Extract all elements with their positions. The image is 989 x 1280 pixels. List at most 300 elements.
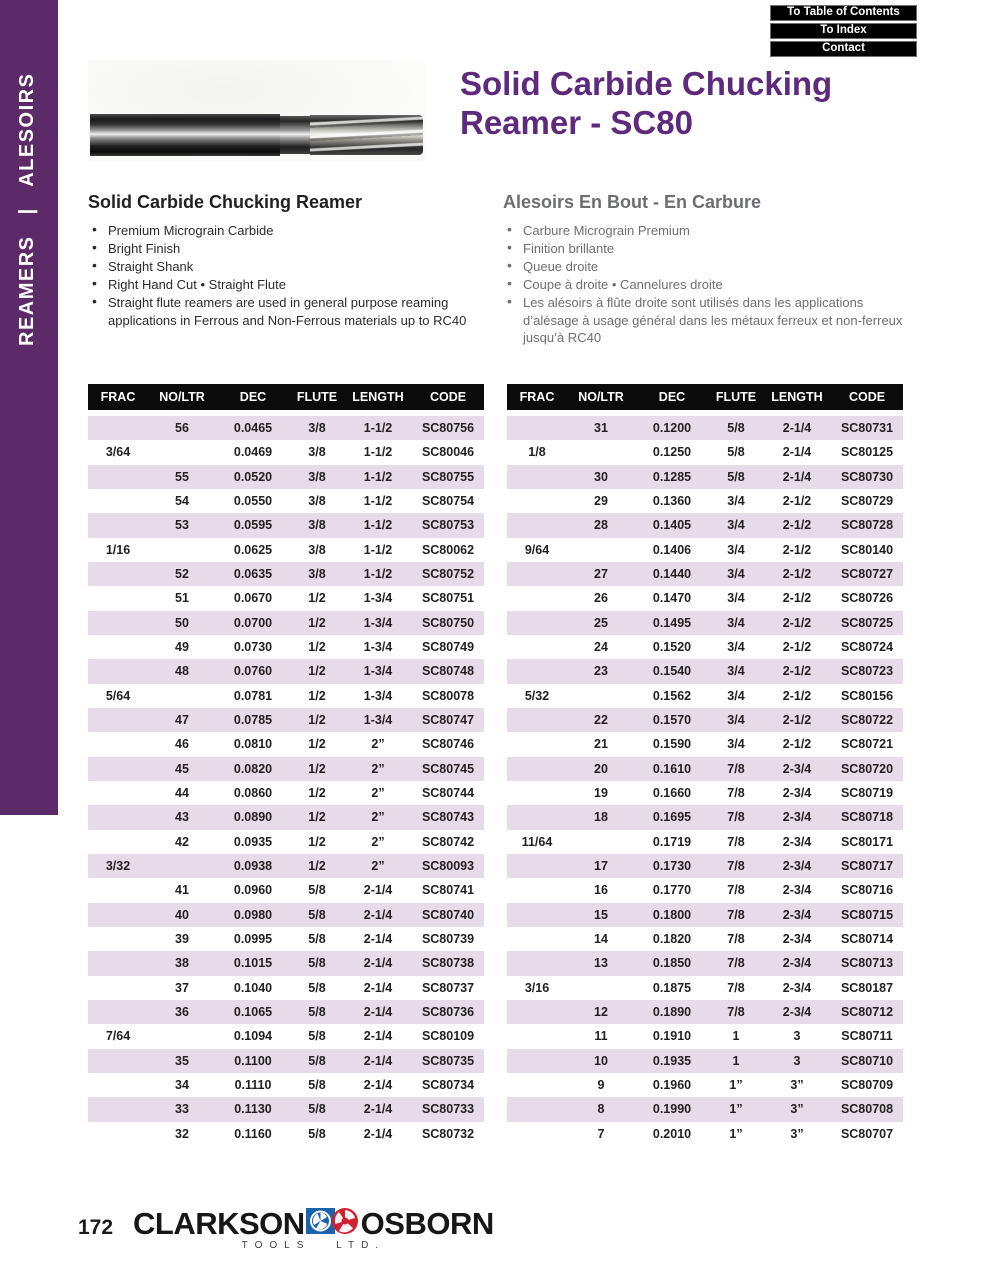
table-cell: 1/2 [290, 635, 344, 659]
table-cell [88, 586, 148, 610]
table-row [507, 611, 903, 635]
table-cell: SC80711 [831, 1024, 903, 1048]
table-cell: 3/4 [709, 586, 763, 610]
table-cell: 37 [148, 976, 216, 1000]
table-cell: 0.1065 [216, 1000, 290, 1024]
table-cell [88, 830, 148, 854]
table-cell: 2-1/2 [763, 611, 831, 635]
table-cell: SC80707 [831, 1122, 903, 1146]
table-row [507, 1097, 903, 1121]
table-cell: 7/8 [709, 757, 763, 781]
table-cell: 2-3/4 [763, 951, 831, 975]
table-row [88, 903, 484, 927]
table-cell: 2-1/2 [763, 684, 831, 708]
column-header-flute: FLUTE [290, 384, 344, 413]
table-cell: 2-1/2 [763, 562, 831, 586]
table-cell: SC80718 [831, 805, 903, 829]
table-cell [88, 878, 148, 902]
table-cell [507, 1024, 567, 1048]
table-cell: 2” [344, 732, 412, 756]
table-cell [507, 659, 567, 683]
table-cell: 2-1/4 [763, 465, 831, 489]
table-cell [88, 805, 148, 829]
column-header-dec: DEC [216, 384, 290, 413]
table-cell: SC80740 [412, 903, 484, 927]
table-cell [88, 413, 148, 440]
table-cell: SC80739 [412, 927, 484, 951]
table-cell: 5/8 [709, 465, 763, 489]
table-cell: 3/4 [709, 538, 763, 562]
table-cell [88, 465, 148, 489]
english-description [88, 192, 493, 330]
brand-logo [133, 1206, 494, 1251]
table-cell: 1/2 [290, 684, 344, 708]
table-cell [88, 1000, 148, 1024]
table-cell: 40 [148, 903, 216, 927]
table-cell: SC80737 [412, 976, 484, 1000]
table-cell: 0.1875 [635, 976, 709, 1000]
table-cell: 2-1/4 [344, 1000, 412, 1024]
table-cell: 0.1200 [635, 413, 709, 440]
table-cell: 0.1160 [216, 1122, 290, 1146]
table-cell: 34 [148, 1073, 216, 1097]
table-cell: 0.0469 [216, 440, 290, 464]
table-cell: 3/8 [290, 513, 344, 537]
table-cell: 0.1015 [216, 951, 290, 975]
bullet-item: • Right Hand Cut • Straight Flute [88, 276, 493, 294]
french-bullet-list [503, 222, 913, 347]
table-cell: 0.1719 [635, 830, 709, 854]
table-cell: 27 [567, 562, 635, 586]
table-row [507, 489, 903, 513]
table-cell: 0.1610 [635, 757, 709, 781]
table-cell: SC80731 [831, 413, 903, 440]
table-cell: 2-1/4 [344, 1122, 412, 1146]
table-cell: 0.1040 [216, 976, 290, 1000]
table-cell: 1/2 [290, 659, 344, 683]
table-cell: 1/2 [290, 757, 344, 781]
table-cell: 32 [148, 1122, 216, 1146]
column-header-length: LENGTH [763, 384, 831, 413]
table-cell: SC80187 [831, 976, 903, 1000]
table-cell [507, 1049, 567, 1073]
table-row [507, 440, 903, 464]
table-cell: 5/8 [709, 440, 763, 464]
table-cell: 3/8 [290, 413, 344, 440]
table-cell: SC80093 [412, 854, 484, 878]
bullet-item: • Premium Micrograin Carbide [88, 222, 493, 240]
table-cell [88, 757, 148, 781]
reamer-product-image [88, 60, 425, 162]
table-cell [507, 1097, 567, 1121]
table-cell: 2-1/4 [344, 878, 412, 902]
table-cell: 2-1/4 [763, 413, 831, 440]
table-cell: SC80755 [412, 465, 484, 489]
table-cell: 44 [148, 781, 216, 805]
table-cell: SC80715 [831, 903, 903, 927]
table-cell: 5/32 [507, 684, 567, 708]
table-cell: 5/8 [290, 1024, 344, 1048]
table-cell: 7 [567, 1122, 635, 1146]
table-cell: 3/8 [290, 562, 344, 586]
table-cell: 2-1/4 [344, 1097, 412, 1121]
table-cell: 0.0730 [216, 635, 290, 659]
bullet-item: • Queue droite [503, 258, 913, 276]
table-cell: 3/8 [290, 489, 344, 513]
table-cell: 0.0890 [216, 805, 290, 829]
table-cell: 16 [567, 878, 635, 902]
table-cell: 24 [567, 635, 635, 659]
table-cell: 2-3/4 [763, 757, 831, 781]
table-cell: SC80046 [412, 440, 484, 464]
table-cell: 43 [148, 805, 216, 829]
table-cell: 2-1/4 [344, 976, 412, 1000]
page-title [460, 64, 980, 142]
table-cell: 3/64 [88, 440, 148, 464]
table-cell: 5/8 [290, 927, 344, 951]
table-row [507, 708, 903, 732]
table-cell: 3/4 [709, 732, 763, 756]
table-row [507, 878, 903, 902]
table-cell: 47 [148, 708, 216, 732]
table-cell: 0.1440 [635, 562, 709, 586]
table-cell: 46 [148, 732, 216, 756]
table-cell: 0.0935 [216, 830, 290, 854]
table-cell: 1-1/2 [344, 513, 412, 537]
table-cell [507, 854, 567, 878]
table-cell: 0.0980 [216, 903, 290, 927]
table-cell [88, 976, 148, 1000]
bullet-item: • Bright Finish [88, 240, 493, 258]
table-cell: 5/8 [290, 1049, 344, 1073]
table-cell: 2-1/4 [344, 1073, 412, 1097]
table-row [88, 1122, 484, 1146]
table-row [88, 781, 484, 805]
table-row [507, 732, 903, 756]
table-cell [507, 708, 567, 732]
column-header-dec: DEC [635, 384, 709, 413]
table-cell [507, 413, 567, 440]
table-cell: 0.0465 [216, 413, 290, 440]
table-cell: 29 [567, 489, 635, 513]
table-cell: 2-1/2 [763, 513, 831, 537]
table-cell: 41 [148, 878, 216, 902]
table-cell [507, 781, 567, 805]
table-cell: SC80753 [412, 513, 484, 537]
table-cell: 3/4 [709, 489, 763, 513]
table-cell: 49 [148, 635, 216, 659]
table-cell: 0.1935 [635, 1049, 709, 1073]
table-cell: SC80713 [831, 951, 903, 975]
table-cell [88, 781, 148, 805]
table-row [88, 878, 484, 902]
table-cell [88, 903, 148, 927]
table-cell: SC80729 [831, 489, 903, 513]
table-cell: 1-1/2 [344, 562, 412, 586]
table-cell [148, 854, 216, 878]
table-cell [88, 635, 148, 659]
table-cell: 26 [567, 586, 635, 610]
table-cell: 12 [567, 1000, 635, 1024]
table-row [88, 659, 484, 683]
table-cell: 7/8 [709, 1000, 763, 1024]
table-cell: SC80719 [831, 781, 903, 805]
table-row [507, 1049, 903, 1073]
table-cell: 7/8 [709, 878, 763, 902]
table-cell: 45 [148, 757, 216, 781]
table-cell: 7/8 [709, 903, 763, 927]
table-cell: 3 [763, 1024, 831, 1048]
table-cell: SC80712 [831, 1000, 903, 1024]
table-row [507, 1073, 903, 1097]
table-cell: 33 [148, 1097, 216, 1121]
table-row [88, 489, 484, 513]
table-cell: 0.1470 [635, 586, 709, 610]
table-cell: 7/8 [709, 854, 763, 878]
table-cell: 0.0820 [216, 757, 290, 781]
table-cell: 0.1250 [635, 440, 709, 464]
table-cell: 5/8 [290, 1000, 344, 1024]
table-cell: 0.0995 [216, 927, 290, 951]
table-cell: SC80751 [412, 586, 484, 610]
table-cell: 0.0670 [216, 586, 290, 610]
table-cell: 2-1/4 [344, 951, 412, 975]
table-row [88, 562, 484, 586]
table-row [88, 1024, 484, 1048]
table-cell: 0.0781 [216, 684, 290, 708]
table-cell: SC80062 [412, 538, 484, 562]
table-row [507, 781, 903, 805]
bullet-item: • Finition brillante [503, 240, 913, 258]
table-cell: SC80720 [831, 757, 903, 781]
english-bullet-list [88, 222, 493, 329]
table-row [507, 635, 903, 659]
table-row [507, 1122, 903, 1146]
table-cell: 51 [148, 586, 216, 610]
table-row [88, 513, 484, 537]
column-header-noltr: NO/LTR [567, 384, 635, 413]
table-cell: 3/8 [290, 440, 344, 464]
table-row [88, 440, 484, 464]
table-cell: 8 [567, 1097, 635, 1121]
table-cell [88, 659, 148, 683]
table-cell: 5/8 [290, 1073, 344, 1097]
table-cell: 3/32 [88, 854, 148, 878]
table-cell: 0.1590 [635, 732, 709, 756]
table-cell: 5/64 [88, 684, 148, 708]
table-row [507, 684, 903, 708]
page-number: 172 [78, 1216, 114, 1239]
table-cell: 5/8 [290, 1122, 344, 1146]
table-cell: 0.1520 [635, 635, 709, 659]
table-row [507, 830, 903, 854]
reamer-flutes [310, 115, 423, 155]
table-cell: 55 [148, 465, 216, 489]
table-cell: 17 [567, 854, 635, 878]
table-cell: 2-3/4 [763, 903, 831, 927]
table-cell: 0.1695 [635, 805, 709, 829]
bullet-item: • Carbure Micrograin Premium [503, 222, 913, 240]
table-cell: 2-3/4 [763, 1000, 831, 1024]
left-spec-table [88, 384, 484, 1146]
table-cell [567, 440, 635, 464]
table-row [88, 586, 484, 610]
table-cell [88, 951, 148, 975]
table-row [88, 413, 484, 440]
table-cell: 20 [567, 757, 635, 781]
table-cell: 19 [567, 781, 635, 805]
table-cell: 1/16 [88, 538, 148, 562]
table-cell: 1” [709, 1097, 763, 1121]
table-cell: 1-3/4 [344, 635, 412, 659]
table-cell [507, 732, 567, 756]
table-cell: 31 [567, 413, 635, 440]
table-cell [507, 1122, 567, 1146]
table-cell: 3” [763, 1122, 831, 1146]
table-cell [148, 538, 216, 562]
table-cell: 0.1850 [635, 951, 709, 975]
bullet-item: • Straight Shank [88, 258, 493, 276]
table-cell: 3/4 [709, 659, 763, 683]
table-cell: 2-1/4 [344, 903, 412, 927]
table-cell: 9 [567, 1073, 635, 1097]
table-cell: 1-1/2 [344, 489, 412, 513]
table-cell: SC80741 [412, 878, 484, 902]
table-cell [507, 951, 567, 975]
table-cell: 0.1360 [635, 489, 709, 513]
table-cell [507, 489, 567, 513]
table-cell: SC80745 [412, 757, 484, 781]
contact-button[interactable]: Contact [770, 41, 917, 57]
to-index-button[interactable]: To Index [770, 23, 917, 39]
table-cell: 0.0700 [216, 611, 290, 635]
table-cell: 7/8 [709, 951, 763, 975]
table-cell: 2-3/4 [763, 976, 831, 1000]
table-cell: SC80744 [412, 781, 484, 805]
table-cell: 3/4 [709, 513, 763, 537]
table-row [507, 659, 903, 683]
table-row [88, 1000, 484, 1024]
table-cell: 0.1562 [635, 684, 709, 708]
reamer-shank [90, 114, 280, 156]
table-cell: SC80743 [412, 805, 484, 829]
table-cell [507, 757, 567, 781]
table-cell [507, 611, 567, 635]
table-cell [567, 538, 635, 562]
table-cell: 2-1/4 [344, 927, 412, 951]
table-cell: 2-3/4 [763, 805, 831, 829]
table-cell: 5/8 [709, 413, 763, 440]
table-cell [507, 465, 567, 489]
table-row [88, 1097, 484, 1121]
table-cell: SC80724 [831, 635, 903, 659]
table-cell [88, 1097, 148, 1121]
table-cell: 0.1730 [635, 854, 709, 878]
table-cell: 0.1540 [635, 659, 709, 683]
table-cell: 0.0595 [216, 513, 290, 537]
table-cell: 1/2 [290, 830, 344, 854]
english-heading: Solid Carbide Chucking Reamer [88, 192, 363, 212]
table-cell: 0.1990 [635, 1097, 709, 1121]
table-cell: 0.0760 [216, 659, 290, 683]
sidebar-section-label: REAMERS | ALESOIRS [16, 72, 38, 346]
table-cell: 0.1110 [216, 1073, 290, 1097]
table-cell [88, 732, 148, 756]
table-cell [507, 903, 567, 927]
table-cell: 1/2 [290, 732, 344, 756]
table-cell: 0.0550 [216, 489, 290, 513]
table-cell: 2” [344, 854, 412, 878]
table-cell: 5/8 [290, 951, 344, 975]
table-cell: 5/8 [290, 976, 344, 1000]
table-cell: 18 [567, 805, 635, 829]
table-cell: 7/8 [709, 976, 763, 1000]
table-cell [88, 708, 148, 732]
table-row [88, 1073, 484, 1097]
table-cell: 2-1/2 [763, 635, 831, 659]
table-cell: 35 [148, 1049, 216, 1073]
to-table-of-contents-button[interactable]: To Table of Contents [770, 5, 917, 21]
table-cell: 1” [709, 1073, 763, 1097]
table-cell: 52 [148, 562, 216, 586]
table-cell: SC80140 [831, 538, 903, 562]
table-cell: SC80749 [412, 635, 484, 659]
table-row [88, 708, 484, 732]
table-cell: SC80109 [412, 1024, 484, 1048]
reamer-neck [280, 116, 310, 154]
table-row [507, 1000, 903, 1024]
table-cell: 1” [709, 1122, 763, 1146]
table-row [507, 757, 903, 781]
table-cell: 0.1094 [216, 1024, 290, 1048]
table-cell: 25 [567, 611, 635, 635]
table-cell: 53 [148, 513, 216, 537]
table-cell: SC80728 [831, 513, 903, 537]
table-row [88, 951, 484, 975]
column-header-frac: FRAC [88, 384, 148, 413]
table-row [88, 465, 484, 489]
table-row [88, 927, 484, 951]
table-cell: SC80722 [831, 708, 903, 732]
table-cell: 1/2 [290, 781, 344, 805]
table-cell: 3/4 [709, 562, 763, 586]
table-cell: 0.0810 [216, 732, 290, 756]
table-cell: 1-1/2 [344, 465, 412, 489]
table-cell: 1-1/2 [344, 413, 412, 440]
table-cell: SC80752 [412, 562, 484, 586]
table-cell [507, 635, 567, 659]
table-cell: SC80708 [831, 1097, 903, 1121]
page-title-line1: Solid Carbide Chucking [460, 65, 833, 102]
table-row [507, 413, 903, 440]
table-cell: SC80725 [831, 611, 903, 635]
table-cell: 0.1495 [635, 611, 709, 635]
table-cell: 2-1/4 [344, 1024, 412, 1048]
table-cell: 2-1/2 [763, 489, 831, 513]
table-cell: 22 [567, 708, 635, 732]
table-cell: 3” [763, 1073, 831, 1097]
table-cell: 2-1/2 [763, 708, 831, 732]
table-cell: 2-3/4 [763, 878, 831, 902]
table-row [507, 951, 903, 975]
table-cell: SC80709 [831, 1073, 903, 1097]
table-cell: 0.1285 [635, 465, 709, 489]
table-cell: 5/8 [290, 878, 344, 902]
table-cell: 2” [344, 757, 412, 781]
table-cell: 1/2 [290, 586, 344, 610]
table-cell: 10 [567, 1049, 635, 1073]
table-cell [88, 1122, 148, 1146]
